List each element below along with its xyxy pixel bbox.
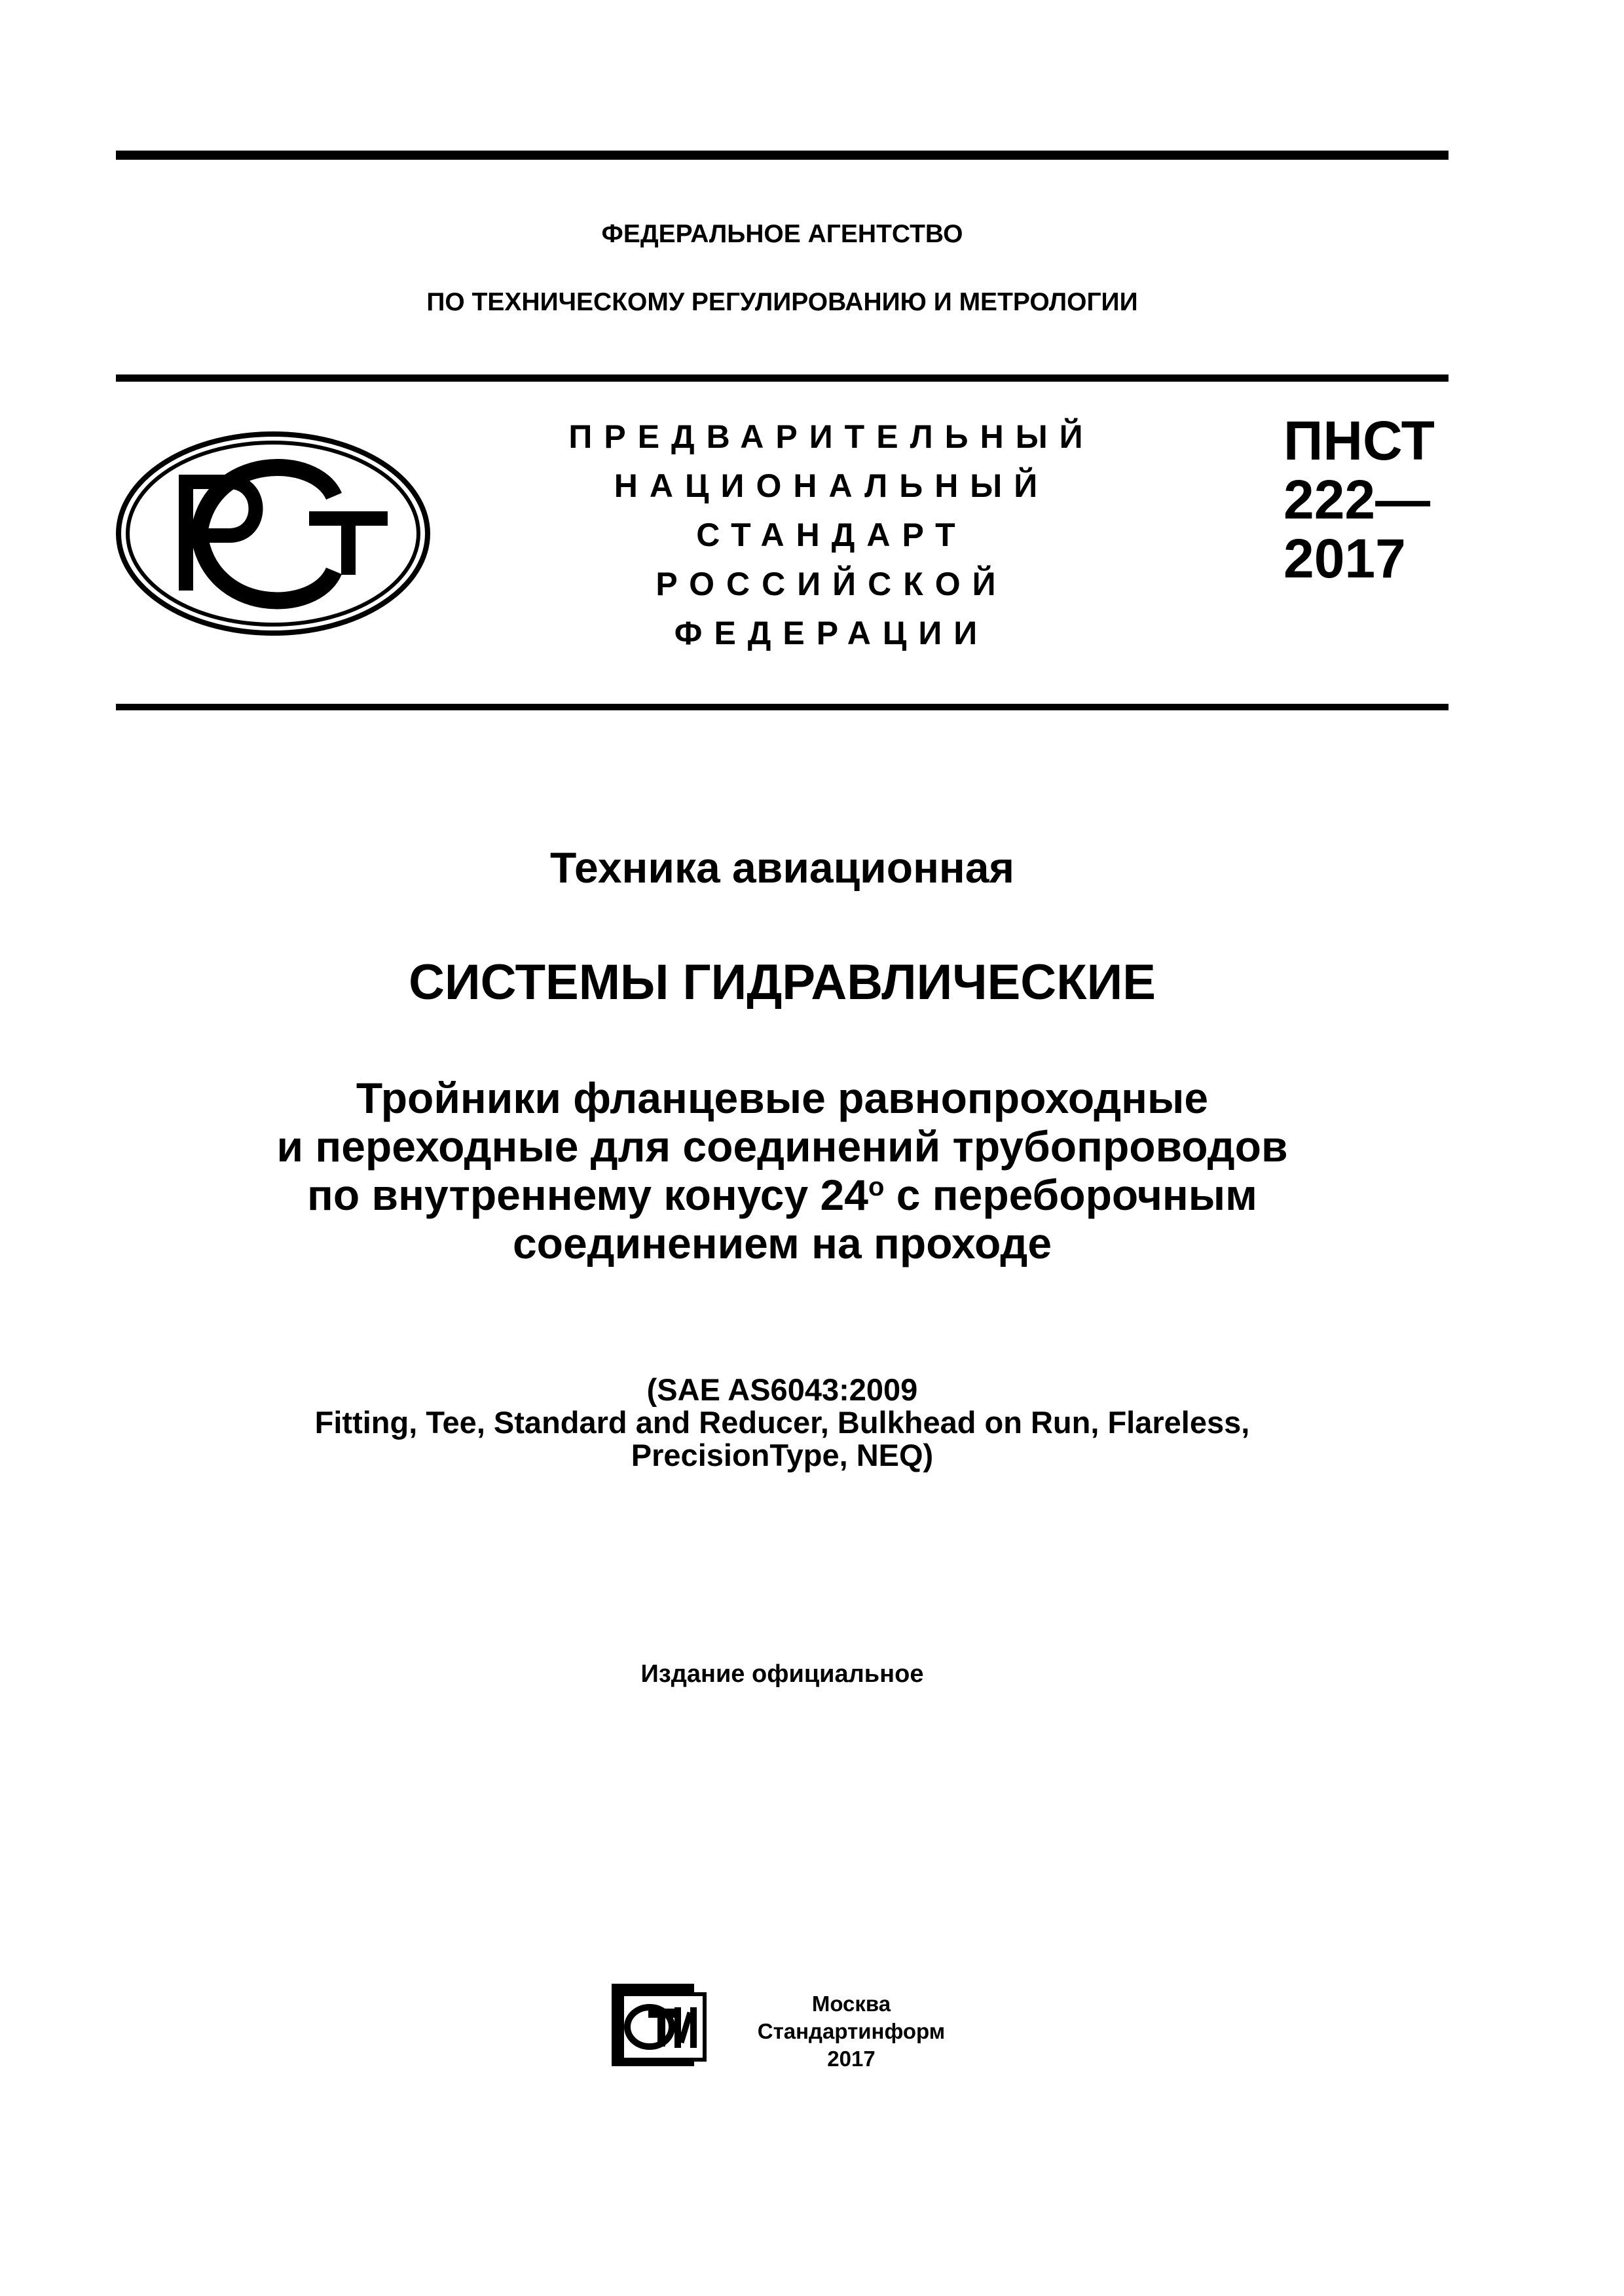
standard-code-line: 222—	[1283, 469, 1431, 530]
edition-label: Издание официальное	[640, 1660, 924, 1688]
standard-type-line: ФЕДЕРАЦИИ	[674, 615, 989, 651]
title-subject-line	[116, 1171, 1449, 1219]
agency-line-2: ПО ТЕХНИЧЕСКОМУ РЕГУЛИРОВАНИЮ И МЕТРОЛОГИИ	[426, 288, 1138, 316]
title-subject-line: и переходные для соединений трубопроводов	[276, 1122, 1288, 1171]
header-rule	[116, 374, 1449, 382]
title-subject-line: Тройники фланцевые равнопроходные	[356, 1074, 1209, 1122]
publisher-name: Стандартинформ	[757, 2019, 946, 2043]
agency-line-1: ФЕДЕРАЛЬНОЕ АГЕНТСТВО	[601, 220, 963, 248]
standard-code-line: ПНСТ	[1283, 410, 1435, 471]
title-subject-text: с переборочным	[884, 1171, 1257, 1219]
title-subject-line: соединением на проходе	[512, 1219, 1052, 1267]
title-subject-text: по внутреннему конусу 24	[307, 1171, 868, 1219]
top-rule	[116, 151, 1449, 160]
reference-line: PrecisionType, NEQ)	[631, 1438, 934, 1472]
reference-line: (SAE AS6043:2009	[646, 1372, 918, 1407]
standard-type-line: ПРЕДВАРИТЕЛЬНЫЙ	[568, 418, 1095, 455]
standartinform-logo	[609, 1977, 707, 2069]
publisher-city: Москва	[811, 1992, 891, 2016]
standard-type-line: РОССИЙСКОЙ	[655, 566, 1008, 602]
degree-mark: о	[868, 1173, 885, 1201]
title-system: СИСТЕМЫ ГИДРАВЛИЧЕСКИЕ	[409, 955, 1156, 1010]
standard-code	[1283, 411, 1435, 588]
standard-type-line: НАЦИОНАЛЬНЫЙ	[614, 467, 1050, 504]
gost-r-logo	[113, 426, 434, 642]
publisher-year: 2017	[827, 2047, 876, 2071]
reference-standard	[116, 1374, 1449, 1472]
standard-type-line: СТАНДАРТ	[696, 517, 967, 553]
title-category: Техника авиационная	[549, 843, 1015, 892]
publisher-block	[727, 1990, 976, 2073]
title-subject	[116, 1074, 1449, 1267]
mid-rule	[116, 704, 1449, 710]
standard-code-line: 2017	[1283, 528, 1406, 589]
standard-type	[511, 412, 1153, 658]
reference-line: Fitting, Tee, Standard and Reducer, Bulkhead on Run, Flareless,	[314, 1405, 1250, 1440]
